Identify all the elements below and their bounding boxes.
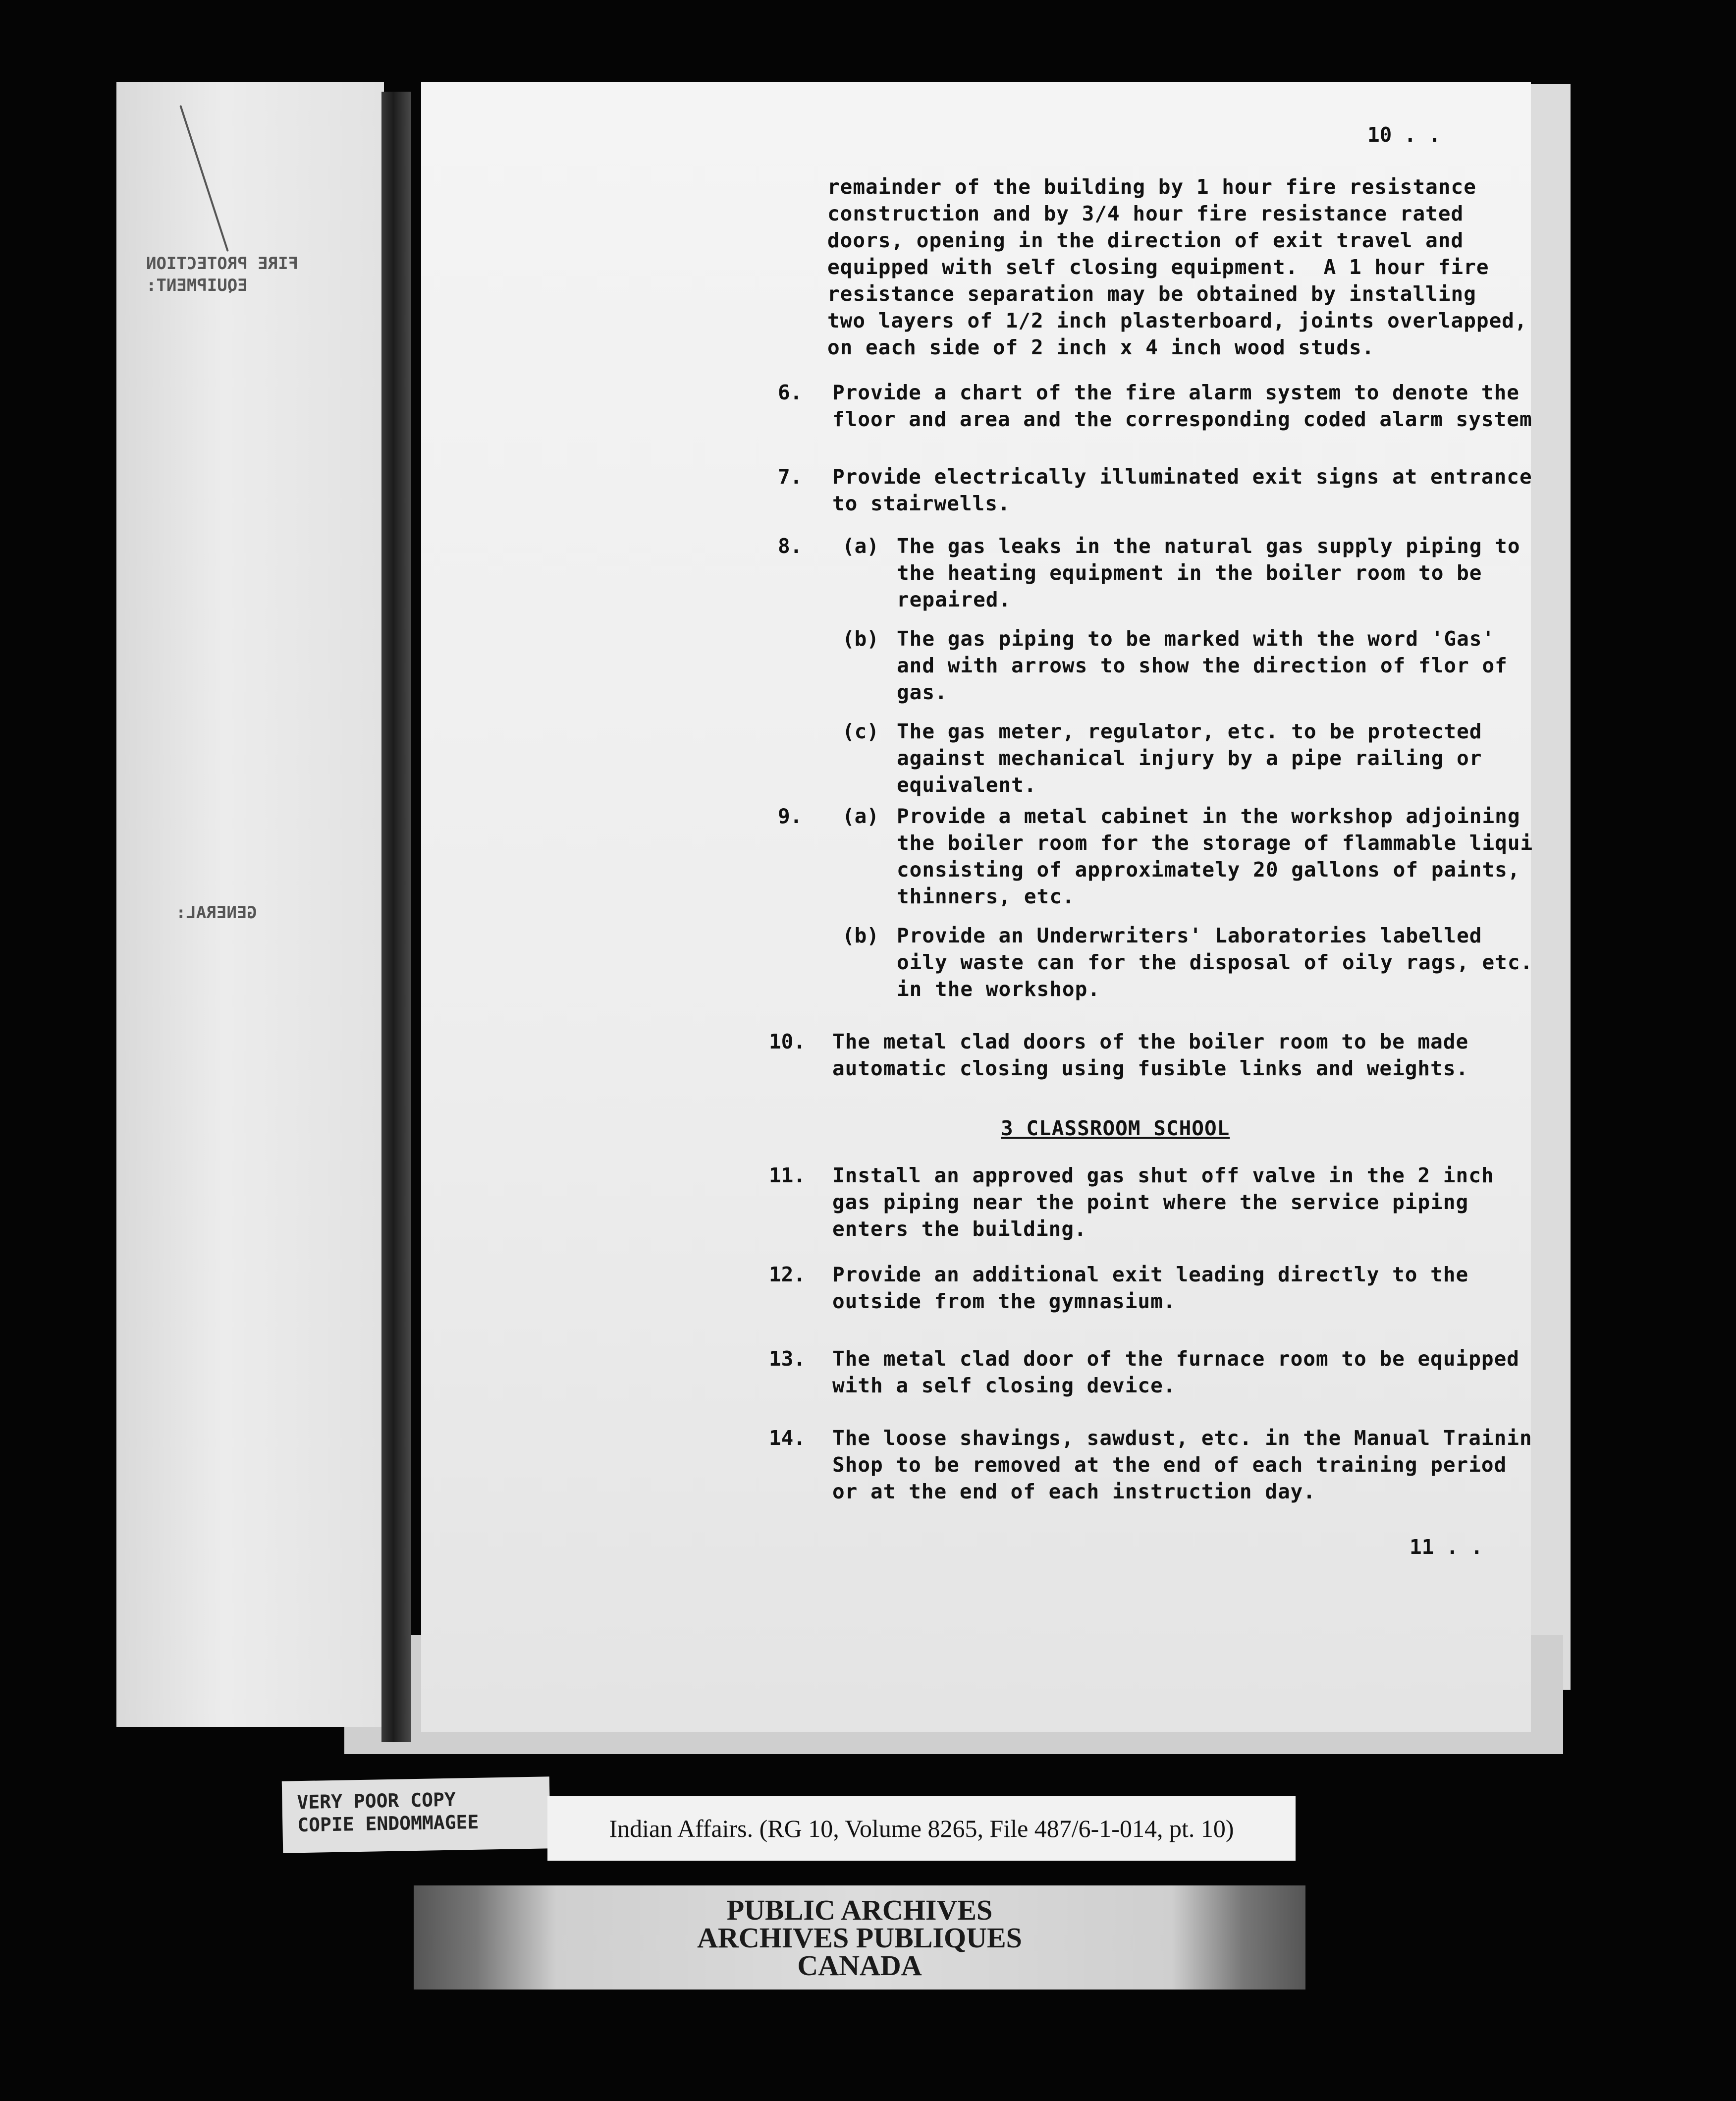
item-text-line: enters the building. (832, 1217, 1087, 1241)
stamp-line: CANADA (797, 1949, 922, 1982)
archive-stamp-strip (414, 1885, 1305, 1990)
sub-item-label: (c) (842, 719, 879, 743)
item-number: 8. (778, 534, 803, 558)
sub-item-text-line: oily waste can for the disposal of oily rags, etc. (897, 950, 1533, 974)
sub-item-text-line: the heating equipment in the boiler room to be (897, 561, 1482, 585)
item-text-line: Install an approved gas shut off valve in the 2 inch (832, 1163, 1494, 1187)
paragraph-line: on each side of 2 inch x 4 inch wood studs. (827, 335, 1375, 359)
sub-item-text-line: The gas meter, regulator, etc. to be protected (897, 719, 1482, 743)
copy-quality-label: VERY POOR COPY COPIE ENDOMMAGEE (282, 1776, 550, 1853)
paragraph-line: resistance separation may be obtained by installing (827, 282, 1476, 306)
item-text-line: automatic closing using fusible links and weights. (832, 1056, 1469, 1080)
item-text-line: Shop to be removed at the end of each training period (832, 1453, 1507, 1477)
item-text-line: outside from the gymnasium. (832, 1289, 1176, 1313)
item-number: 14. (769, 1426, 806, 1450)
item-text-line: Provide an additional exit leading directly to the (832, 1263, 1469, 1286)
item-number: 6. (778, 381, 803, 404)
left-page (116, 82, 384, 1727)
paragraph-line: remainder of the building by 1 hour fire resistance (827, 175, 1476, 199)
item-number: 12. (769, 1263, 806, 1286)
item-text-line: Provide a chart of the fire alarm system to denote the (832, 381, 1519, 404)
binding-spine (381, 92, 411, 1742)
sub-item-text-line: gas. (897, 680, 948, 704)
sub-item-text-line: Provide an Underwriters' Laboratories labelled (897, 924, 1482, 947)
item-number: 9. (778, 804, 803, 828)
sub-item-label: (b) (842, 627, 879, 651)
left-heading-general: GENERAL: (176, 903, 257, 923)
pen-mark (179, 105, 229, 252)
sub-item-text-line: thinners, etc. (897, 885, 1075, 908)
stamp-line: PUBLIC ARCHIVES (726, 1894, 993, 1926)
sub-item-text-line: consisting of approximately 20 gallons of paints, (897, 858, 1520, 882)
paragraph-line: doors, opening in the direction of exit travel and (827, 228, 1464, 252)
item-text-line: The metal clad doors of the boiler room to be made (832, 1030, 1469, 1053)
left-heading-fire-protection: FIRE PROTECTION EQUIPMENT: (146, 254, 299, 295)
sub-item-text-line: in the workshop. (897, 977, 1100, 1001)
section-heading: 3 CLASSROOM SCHOOL (1001, 1116, 1230, 1140)
sub-item-label: (a) (842, 534, 879, 558)
sub-item-text-line: equivalent. (897, 773, 1037, 797)
paragraph-line: two layers of 1/2 inch plasterboard, joints overlapped, (827, 309, 1527, 332)
sub-item-text-line: and with arrows to show the direction of flor of (897, 654, 1508, 677)
sub-item-text-line: repaired. (897, 588, 1012, 611)
sub-item-text-line: The gas piping to be marked with the word 'Gas' (897, 627, 1495, 651)
item-text-line: with a self closing device. (832, 1374, 1176, 1397)
archive-reference-text: Indian Affairs. (RG 10, Volume 8265, File 487/6-1-014, pt. 10) (609, 1815, 1234, 1842)
paragraph-line: equipped with self closing equipment. A 1 hour fire (827, 255, 1489, 279)
archive-stamp (414, 1896, 1305, 1980)
sub-item-text-line: Provide a metal cabinet in the workshop adjoining (897, 804, 1520, 828)
stamp-line: ARCHIVES PUBLIQUES (697, 1922, 1022, 1954)
item-text-line: gas piping near the point where the service piping (832, 1190, 1469, 1214)
item-number: 7. (778, 465, 803, 489)
next-page-indicator: 11 . . (1410, 1535, 1483, 1559)
item-text-line: Provide electrically illuminated exit signs at entrance (832, 465, 1532, 489)
sub-item-text-line: The gas leaks in the natural gas supply piping to (897, 534, 1520, 558)
document-page (421, 82, 1531, 1732)
item-text-line: The loose shavings, sawdust, etc. in the Manual Trainin (832, 1426, 1532, 1450)
item-text-line: or at the end of each instruction day. (832, 1480, 1316, 1503)
item-text-line: floor and area and the corresponding coded alarm system (832, 407, 1532, 431)
sub-item-label: (b) (842, 924, 879, 947)
item-number: 11. (769, 1163, 806, 1187)
item-text-line: The metal clad door of the furnace room to be equipped (832, 1347, 1519, 1371)
archive-reference-caption (547, 1796, 1296, 1861)
item-text-line: to stairwells. (832, 492, 1011, 515)
sub-item-label: (a) (842, 804, 879, 828)
item-number: 13. (769, 1347, 806, 1371)
page-number: 10 . . (1367, 123, 1441, 147)
paragraph-line: construction and by 3/4 hour fire resistance rated (827, 202, 1464, 225)
sub-item-text-line: against mechanical injury by a pipe railing or (897, 746, 1482, 770)
item-number: 10. (769, 1030, 806, 1053)
sub-item-text-line: the boiler room for the storage of flammable liqui (897, 831, 1533, 855)
